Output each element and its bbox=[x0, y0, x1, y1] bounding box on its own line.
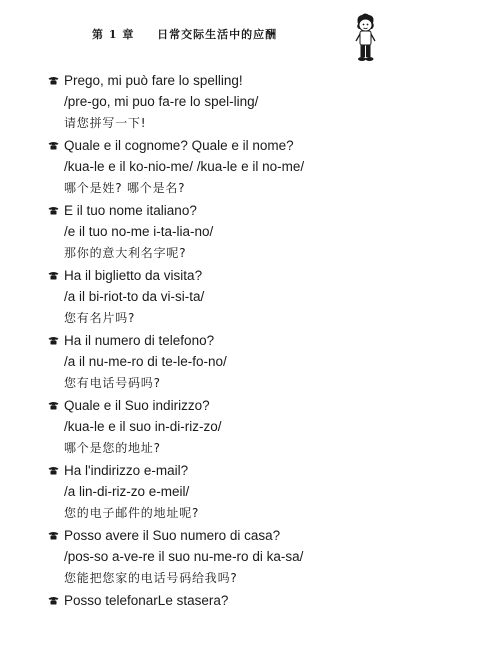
pronunciation: /pos-so a-ve-re il suo nu-me-ro di ka-sa/ bbox=[64, 549, 304, 564]
telephone-icon bbox=[48, 401, 59, 410]
italian-phrase: Prego, mi può fare lo spelling! bbox=[64, 73, 243, 88]
pronunciation: /a lin-di-riz-zo e-meil/ bbox=[64, 484, 190, 499]
phrase-entry bbox=[48, 396, 478, 461]
italian-phrase: Ha l'indirizzo e-mail? bbox=[64, 463, 189, 478]
italian-phrase: Quale e il cognome? Quale e il nome? bbox=[64, 138, 294, 153]
telephone-icon bbox=[48, 271, 59, 280]
phrase-entry bbox=[48, 461, 478, 526]
pronunciation: /pre-go, mi puo fa-re lo spel-ling/ bbox=[64, 94, 259, 109]
phrase-entry bbox=[48, 71, 478, 136]
phrase-entry bbox=[48, 331, 478, 396]
chinese-translation: 哪个是您的地址? bbox=[64, 441, 161, 455]
pronunciation: /kua-le e il ko-nio-me/ /kua-le e il no-me/ bbox=[64, 159, 305, 174]
telephone-icon bbox=[48, 596, 59, 605]
telephone-icon bbox=[48, 336, 59, 345]
pronunciation: /kua-le e il suo in-di-riz-zo/ bbox=[64, 419, 222, 434]
chinese-translation: 您有电话号码吗? bbox=[64, 376, 161, 390]
italian-phrase: Ha il biglietto da visita? bbox=[64, 268, 203, 283]
italian-phrase: Posso telefonarLe stasera? bbox=[64, 593, 229, 608]
chapter-header bbox=[92, 26, 277, 42]
italian-phrase: Quale e il Suo indirizzo? bbox=[64, 398, 210, 413]
italian-phrase: E il tuo nome italiano? bbox=[64, 203, 197, 218]
telephone-icon bbox=[48, 466, 59, 475]
italian-phrase: Posso avere il Suo numero di casa? bbox=[64, 528, 281, 543]
chinese-translation: 您能把您家的电话号码给我吗? bbox=[64, 571, 238, 585]
phrase-list bbox=[48, 71, 478, 656]
phrase-entry bbox=[48, 526, 478, 591]
chapter-number: 第 1 章 bbox=[92, 28, 135, 41]
phrase-entry bbox=[48, 136, 478, 201]
chinese-translation: 您有名片吗? bbox=[64, 311, 136, 325]
phrase-entry bbox=[48, 201, 478, 266]
chinese-translation: 您的电子邮件的地址呢? bbox=[64, 506, 200, 520]
telephone-icon bbox=[48, 76, 59, 85]
chinese-translation: 哪个是姓? 哪个是名? bbox=[64, 181, 186, 195]
phrase-entry bbox=[48, 266, 478, 331]
telephone-icon bbox=[48, 531, 59, 540]
telephone-icon bbox=[48, 141, 59, 150]
telephone-icon bbox=[48, 206, 59, 215]
pronunciation: /e il tuo no-me i-ta-lia-no/ bbox=[64, 224, 214, 239]
chinese-translation: 请您拼写一下! bbox=[64, 116, 147, 130]
chapter-title: 日常交际生活中的应酬 bbox=[157, 28, 278, 41]
pronunciation: /a il bi-riot-to da vi-si-ta/ bbox=[64, 289, 205, 304]
cartoon-person-icon bbox=[350, 12, 380, 64]
pronunciation: /a il nu-me-ro di te-le-fo-no/ bbox=[64, 354, 227, 369]
phrase-entry bbox=[48, 591, 478, 656]
italian-phrase: Ha il numero di telefono? bbox=[64, 333, 215, 348]
chinese-translation: 那你的意大利名字呢? bbox=[64, 246, 187, 260]
